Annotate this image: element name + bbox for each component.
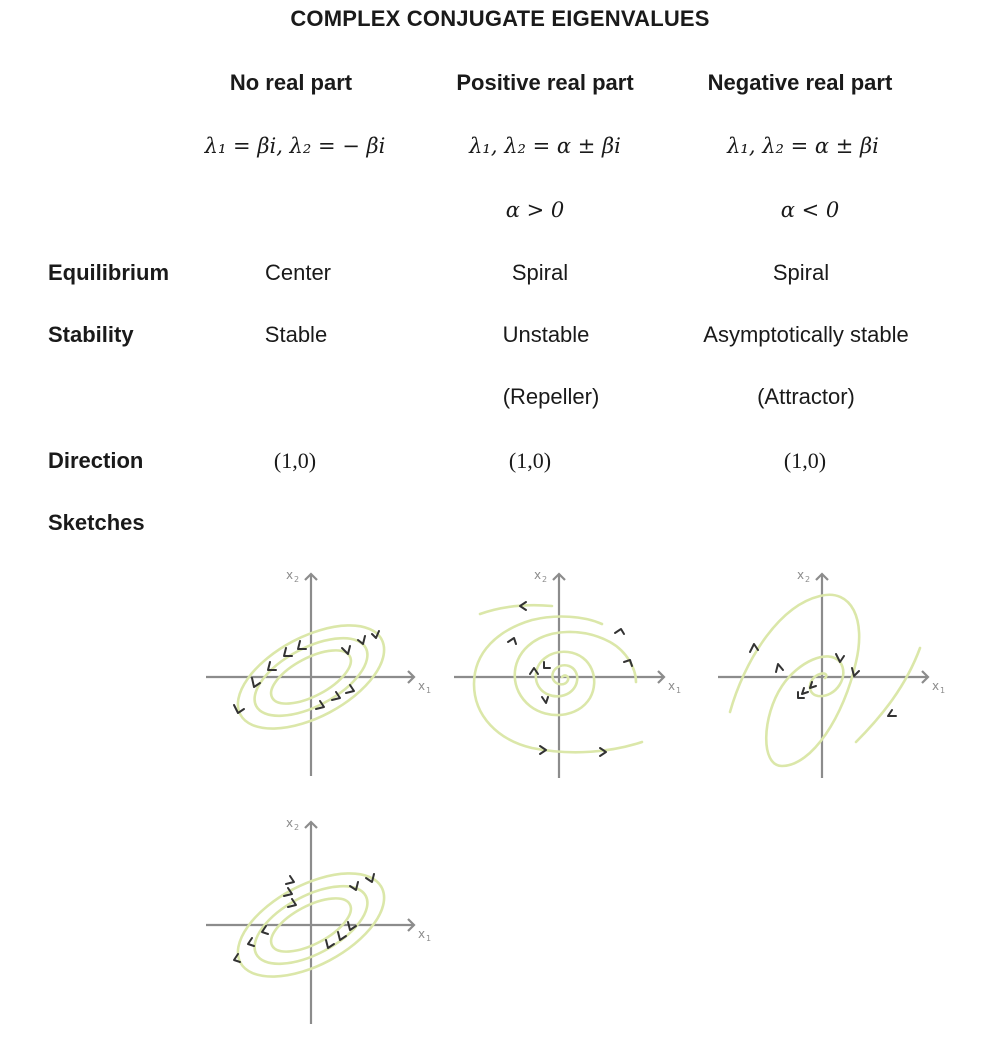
trajectory-spiral-right (856, 648, 920, 742)
condition-negative-real-part: α < 0 (780, 198, 840, 222)
trajectory-spiral-top (480, 605, 552, 614)
row-label-equilibrium: Equilibrium (48, 260, 169, 285)
direction-arrow (542, 697, 548, 703)
sketch-stable-spiral (716, 566, 956, 786)
condition-positive-real-part: α > 0 (505, 198, 565, 222)
column-heading-negative-real-part: Negative real part (707, 70, 893, 95)
x2-axis-label: x (286, 568, 294, 582)
equilibrium-negative-real-part: Spiral (772, 260, 830, 285)
direction-arrow (248, 938, 254, 946)
direction-arrow (508, 638, 516, 644)
x1-axis-subscript: 1 (426, 686, 432, 695)
x1-axis-label: x (932, 679, 940, 693)
x1-axis-subscript: 1 (426, 934, 432, 943)
sketch-center-clockwise (200, 566, 440, 781)
direction-arrow (624, 660, 632, 666)
row-label-stability: Stability (48, 322, 134, 347)
trajectory-spiral-inner (515, 632, 636, 715)
stability-negative-real-part: Asymptotically stable (703, 322, 909, 347)
x2-axis-label: x (797, 568, 805, 582)
x2-axis-subscript: 2 (542, 575, 548, 584)
row-label-direction: Direction (48, 448, 144, 473)
direction-arrow (888, 710, 896, 716)
eigenvalues-negative-real-part: λ₁, λ₂ = α ± βi (727, 134, 879, 158)
x1-axis-subscript: 1 (940, 686, 946, 695)
sketch-unstable-spiral (452, 566, 692, 786)
equilibrium-no-real-part: Center (264, 260, 332, 285)
row-label-sketches: Sketches (48, 510, 145, 535)
trajectory-spiral-inner (730, 595, 859, 766)
x2-axis-subscript: 2 (294, 575, 300, 584)
x2-axis-label: x (534, 568, 542, 582)
x1-axis-label: x (418, 679, 426, 693)
x1-axis-subscript: 1 (676, 686, 682, 695)
stability-note-positive-real-part: (Repeller) (502, 384, 600, 409)
direction-arrow (544, 662, 550, 668)
x2-axis-subscript: 2 (805, 575, 811, 584)
stability-no-real-part: Stable (264, 322, 328, 347)
direction-arrow (802, 688, 808, 694)
direction-negative-real-part: (1,0) (783, 448, 827, 473)
page-title: COMPLEX CONJUGATE EIGENVALUES (290, 6, 710, 31)
direction-positive-real-part: (1,0) (508, 448, 552, 473)
equilibrium-positive-real-part: Spiral (511, 260, 569, 285)
stability-positive-real-part: Unstable (502, 322, 590, 347)
stability-note-negative-real-part: (Attractor) (757, 384, 855, 409)
x2-axis-subscript: 2 (294, 823, 300, 832)
column-heading-no-real-part: No real part (229, 70, 353, 95)
column-heading-positive-real-part: Positive real part (456, 70, 634, 95)
sketch-center-counterclockwise (200, 814, 440, 1029)
x2-axis-label: x (286, 816, 294, 830)
eigenvalues-no-real-part: λ₁ = βi, λ₂ = − βi (204, 134, 386, 158)
x1-axis-label: x (668, 679, 676, 693)
direction-no-real-part: (1,0) (273, 448, 317, 473)
direction-arrow (286, 876, 294, 884)
direction-arrow (810, 682, 816, 688)
direction-arrow (776, 664, 783, 672)
direction-arrow (615, 629, 624, 634)
eigenvalues-positive-real-part: λ₁, λ₂ = α ± βi (469, 134, 621, 158)
direction-arrow (342, 646, 350, 654)
direction-arrow (350, 882, 358, 890)
x1-axis-label: x (418, 927, 426, 941)
